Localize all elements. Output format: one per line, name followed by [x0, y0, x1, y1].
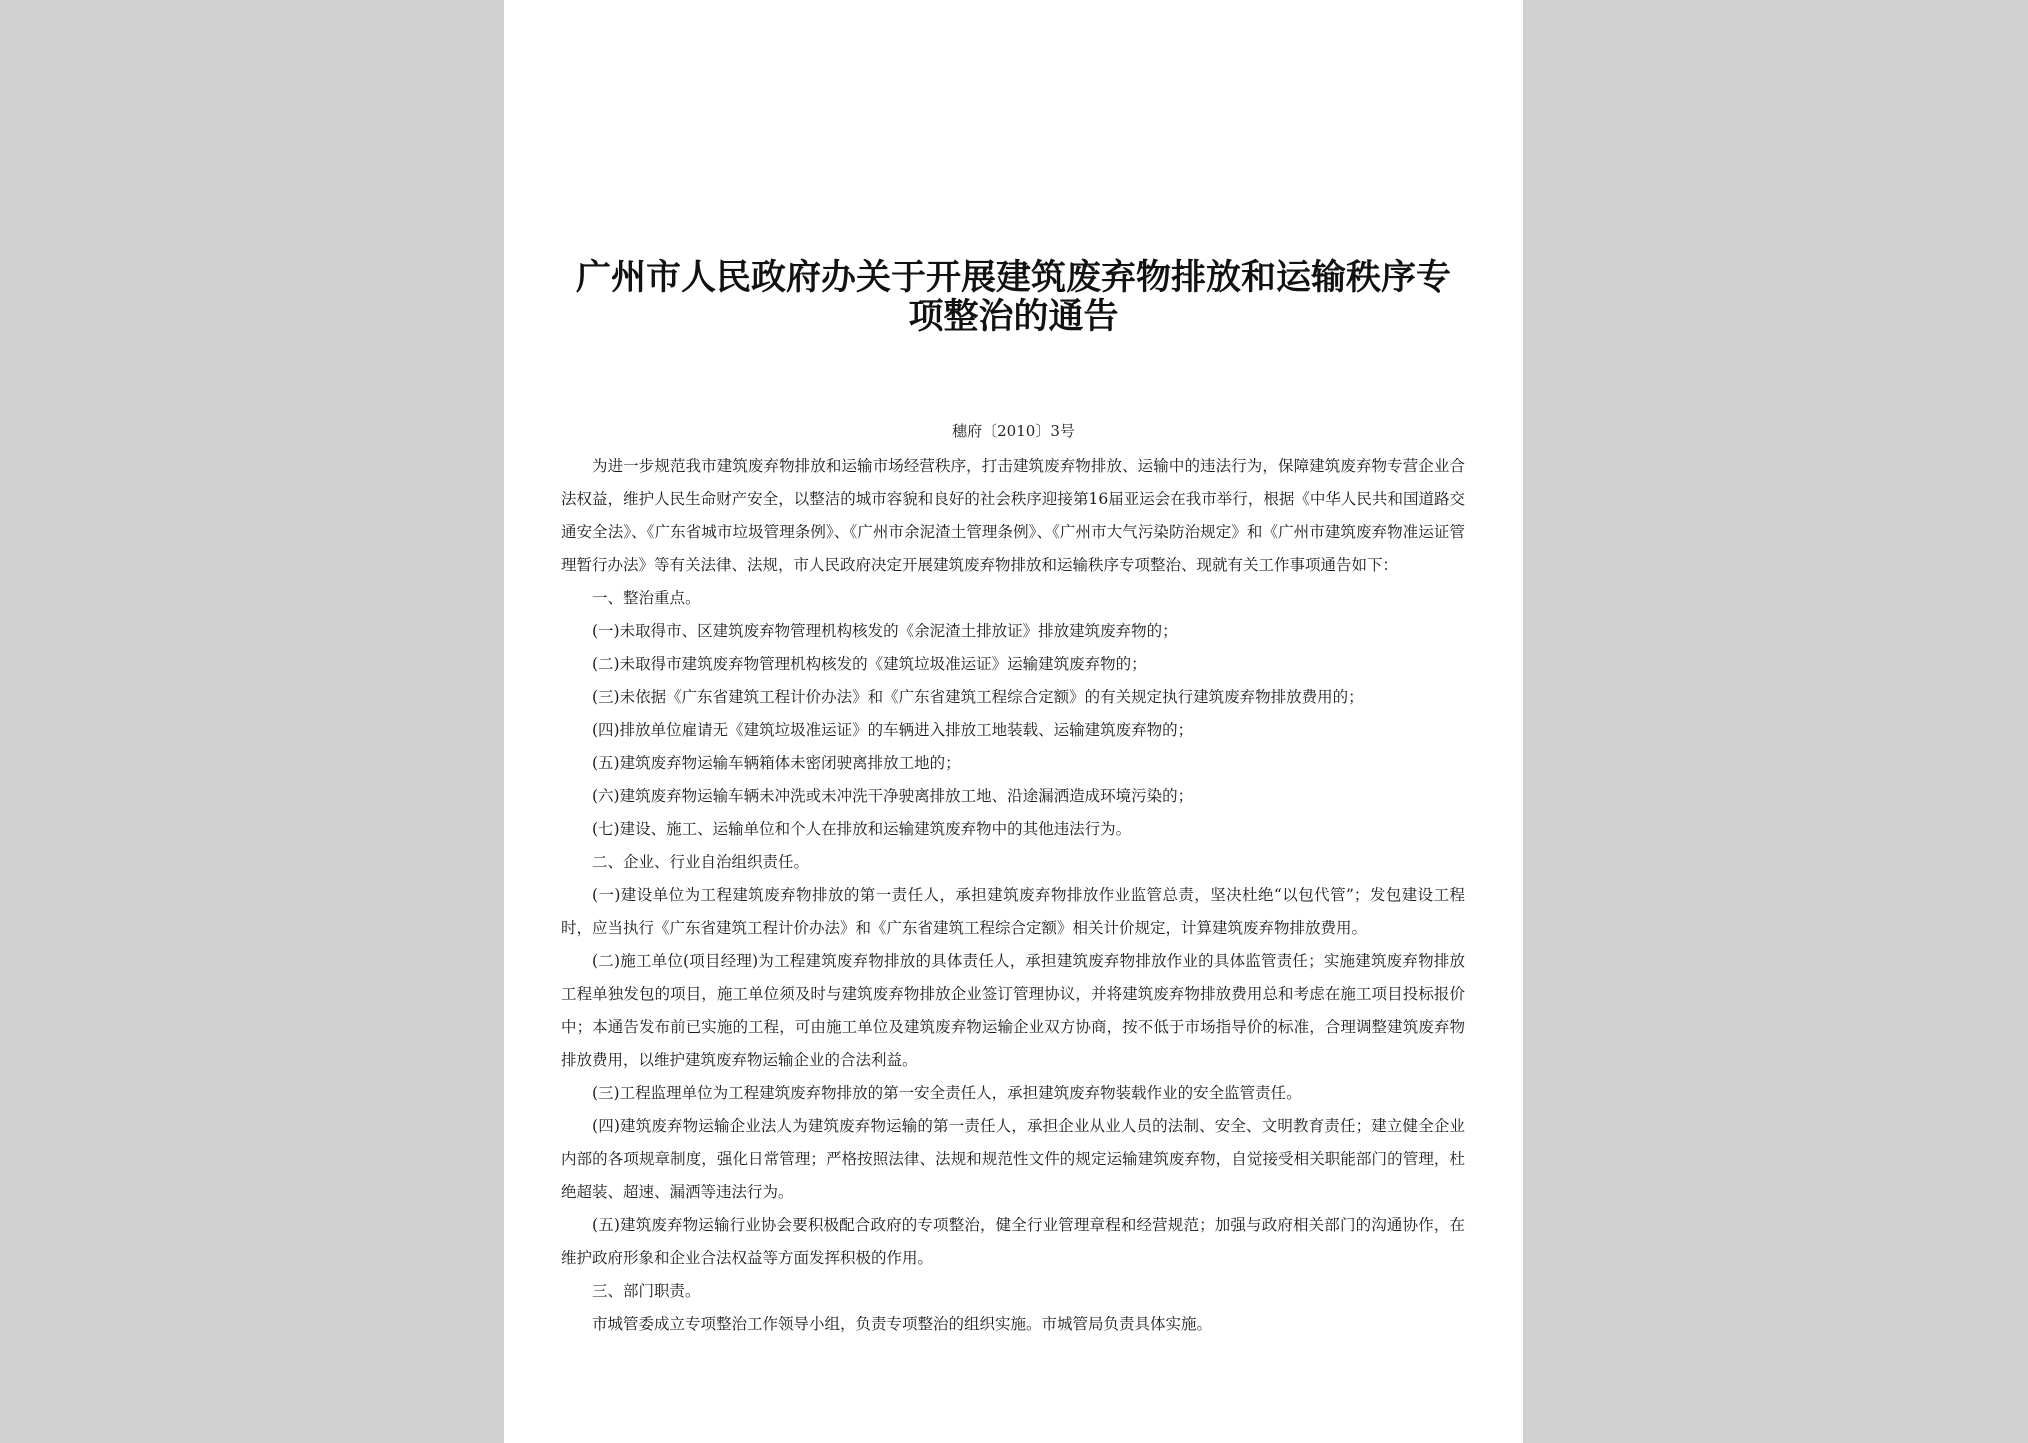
- list-item: (五)建筑废弃物运输车辆箱体未密闭驶离排放工地的；: [592, 754, 961, 772]
- section-heading-3: 三、部门职责。: [592, 1282, 701, 1300]
- paragraph-intro: 为进一步规范我市建筑废弃物排放和运输市场经营秩序，打击建筑废弃物排放、运输中的违法行为，保障建筑废弃物专营企业合法权益，维护人民生命财产安全，以整洁的城市容貌和良好的社会秩序迎接第16届亚运会在我市举行，根据《中华人民共和国道路交通安全法》、《广东省城市垃圾管理条例》、《广州市余泥渣土管理条例》、《广州市大气污染防治规定》和《广州市建筑废弃物准运证管理暂行办法》等有关法律、法规，市人民政府决定开展建筑废弃物排放和运输秩序专项整治、现就有关工作事项通告如下：: [561, 457, 1465, 574]
- list-item: (七)建设、施工、运输单位和个人在排放和运输建筑废弃物中的其他违法行为。: [592, 820, 1132, 838]
- document-body: [561, 450, 1465, 1341]
- list-item: (一)建设单位为工程建筑废弃物排放的第一责任人，承担建筑废弃物排放作业监管总责，坚决杜绝“以包代管”；发包建设工程时，应当执行《广东省建筑工程计价办法》和《广东省建筑工程综合定额》相关计价规定，计算建筑废弃物排放费用。: [561, 886, 1465, 937]
- section-heading-2: 二、企业、行业自治组织责任。: [592, 853, 810, 871]
- document-title: 广州市人民政府办关于开展建筑废弃物排放和运输秩序专项整治的通告: [575, 257, 1451, 337]
- list-item: (三)未依据《广东省建筑工程计价办法》和《广东省建筑工程综合定额》的有关规定执行建筑废弃物排放费用的；: [592, 688, 1364, 706]
- list-item: (二)施工单位(项目经理)为工程建筑废弃物排放的具体责任人，承担建筑废弃物排放作业的具体监管责任；实施建筑废弃物排放工程单独发包的项目，施工单位须及时与建筑废弃物排放企业签订管理协议，并将建筑废弃物排放费用总和考虑在施工项目投标报价中；本通告发布前已实施的工程，可由施工单位及建筑废弃物运输企业双方协商，按不低于市场指导价的标准，合理调整建筑废弃物排放费用，以维护建筑废弃物运输企业的合法利益。: [561, 952, 1465, 1069]
- list-item: (一)未取得市、区建筑废弃物管理机构核发的《余泥渣土排放证》排放建筑废弃物的；: [592, 622, 1178, 640]
- list-item: (四)排放单位雇请无《建筑垃圾准运证》的车辆进入排放工地装载、运输建筑废弃物的；: [592, 721, 1194, 739]
- list-item: (三)工程监理单位为工程建筑废弃物排放的第一安全责任人，承担建筑废弃物装载作业的安全监管责任。: [592, 1084, 1302, 1102]
- list-item: (二)未取得市建筑废弃物管理机构核发的《建筑垃圾准运证》运输建筑废弃物的；: [592, 655, 1147, 673]
- list-item: (四)建筑废弃物运输企业法人为建筑废弃物运输的第一责任人，承担企业从业人员的法制、安全、文明教育责任；建立健全企业内部的各项规章制度，强化日常管理；严格按照法律、法规和规范性文件的规定运输建筑废弃物，自觉接受相关职能部门的管理，杜绝超装、超速、漏洒等违法行为。: [561, 1117, 1465, 1201]
- list-item: (五)建筑废弃物运输行业协会要积极配合政府的专项整治，健全行业管理章程和经营规范；加强与政府相关部门的沟通协作，在维护政府形象和企业合法权益等方面发挥积极的作用。: [561, 1216, 1465, 1267]
- document-number: 穗府〔2010〕3号: [952, 422, 1075, 440]
- paragraph: 市城管委成立专项整治工作领导小组，负责专项整治的组织实施。市城管局负责具体实施。: [592, 1315, 1213, 1333]
- list-item: (六)建筑废弃物运输车辆未冲洗或未冲洗干净驶离排放工地、沿途漏洒造成环境污染的；: [592, 787, 1194, 805]
- section-heading-1: 一、整治重点。: [592, 589, 701, 607]
- document-page: [504, 0, 1523, 1443]
